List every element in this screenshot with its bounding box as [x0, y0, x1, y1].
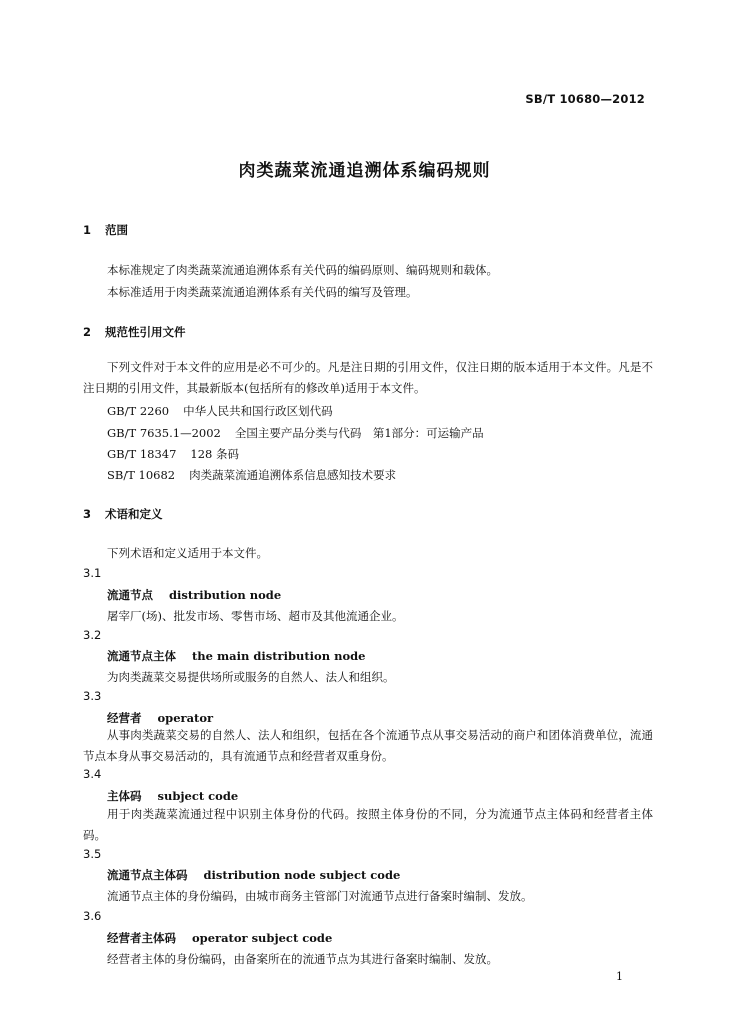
term-en: operator: [157, 711, 214, 725]
term-definition: 用于肉类蔬菜流通过程中识别主体身份的代码。按照主体身份的不同，分为流通节点主体码和经营者主体码。: [83, 807, 653, 842]
term-definition: 流通节点主体的身份编码，由城市商务主管部门对流通节点进行备案时编制、发放。: [107, 889, 533, 903]
section-1-number: 1: [83, 223, 92, 237]
term-en: distribution node subject code: [203, 868, 401, 882]
standard-code: SB/T 10680—2012: [525, 92, 645, 106]
section-1-paragraph-1: 本标准规定了肉类蔬菜流通追溯体系有关代码的编码原则、编码规则和载体。: [107, 263, 498, 277]
term-number: 3.6: [83, 909, 102, 923]
term-number: 3.3: [83, 689, 102, 703]
reference-title: 128 条码: [190, 447, 240, 461]
term-zh: 流通节点: [107, 588, 153, 602]
term-zh: 主体码: [107, 789, 142, 803]
term-heading: [107, 710, 213, 726]
section-3-intro: 下列术语和定义适用于本文件。: [107, 546, 268, 560]
term-heading: [107, 867, 400, 883]
page-number: 1: [616, 970, 623, 983]
term-zh: 流通节点主体: [107, 649, 176, 663]
term-definition: 从事肉类蔬菜交易的自然人、法人和组织，包括在各个流通节点从事交易活动的商户和团体消费单位，流通节点本身从事交易活动的，具有流通节点和经营者双重身份。: [83, 728, 653, 763]
term-en: operator subject code: [192, 931, 333, 945]
term-heading: [107, 788, 238, 804]
document-title: 肉类蔬菜流通追溯体系编码规则: [238, 161, 491, 181]
term-heading: [107, 587, 281, 603]
reference-item: [107, 467, 396, 483]
reference-code: GB/T 18347: [107, 447, 177, 461]
term-definition: 屠宰厂(场)、批发市场、零售市场、超市及其他流通企业。: [107, 609, 404, 623]
section-1-paragraph-2: 本标准适用于肉类蔬菜流通追溯体系有关代码的编写及管理。: [107, 285, 418, 299]
reference-code: GB/T 7635.1—2002: [107, 426, 221, 440]
section-3-heading: [83, 506, 163, 522]
reference-title: 全国主要产品分类与代码 第1部分：可运输产品: [234, 426, 484, 440]
section-1-heading: [83, 222, 128, 238]
section-2-number: 2: [83, 325, 92, 339]
section-2-intro: 下列文件对于本文件的应用是必不可少的。凡是注日期的引用文件，仅注日期的版本适用于本文件。凡是不注日期的引用文件，其最新版本(包括所有的修改单)适用于本文件。: [83, 360, 653, 395]
section-2-heading: [83, 324, 186, 340]
reference-item: [107, 446, 239, 462]
term-zh: 流通节点主体码: [107, 868, 188, 882]
section-2-title: 规范性引用文件: [105, 325, 186, 339]
reference-title: 中华人民共和国行政区划代码: [183, 404, 333, 418]
term-en: the main distribution node: [192, 649, 366, 663]
term-number: 3.4: [83, 767, 102, 781]
section-3-title: 术语和定义: [105, 507, 163, 521]
reference-title: 肉类蔬菜流通追溯体系信息感知技术要求: [189, 468, 397, 482]
term-definition: 经营者主体的身份编码，由备案所在的流通节点为其进行备案时编制、发放。: [107, 952, 498, 966]
section-1-title: 范围: [105, 223, 128, 237]
term-en: distribution node: [169, 588, 282, 602]
section-3-number: 3: [83, 507, 92, 521]
reference-code: GB/T 2260: [107, 404, 170, 418]
term-heading: [107, 648, 365, 664]
term-heading: [107, 930, 332, 946]
term-zh: 经营者: [107, 711, 142, 725]
reference-item: [107, 403, 333, 419]
term-zh: 经营者主体码: [107, 931, 176, 945]
term-number: 3.1: [83, 566, 102, 580]
reference-item: [107, 425, 484, 441]
term-en: subject code: [157, 789, 239, 803]
reference-code: SB/T 10682: [107, 468, 176, 482]
term-definition: 为肉类蔬菜交易提供场所或服务的自然人、法人和组织。: [107, 670, 395, 684]
term-number: 3.5: [83, 847, 102, 861]
term-number: 3.2: [83, 628, 102, 642]
